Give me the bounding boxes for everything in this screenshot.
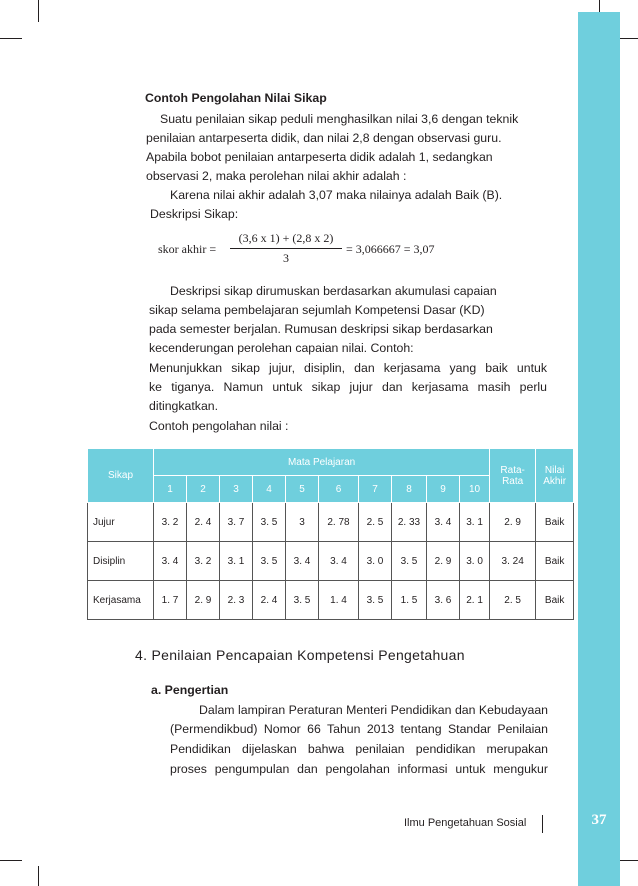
header-subject: 6 [319,476,359,503]
subsection-a-title: a. Pengertian [151,683,229,697]
page-accent-bar [578,12,620,886]
body-line: Deskripsi Sikap: [150,207,239,221]
paragraph-line: Dalam lampiran Peraturan Menteri Pendidikan dan Kebudayaan [199,703,548,717]
table-cell: 3. 5 [359,581,392,620]
desc-line: Contoh pengolahan nilai : [149,419,289,433]
paragraph-line: (Permendikbud) Nomor 66 Tahun 2013 tentang Standar Penilaian [170,722,548,736]
table-row [88,503,574,542]
desc-line: kecenderungan perolehan capaian nilai. Contoh: [149,341,414,355]
table-cell: 2. 33 [392,503,427,542]
table-cell: 1. 5 [392,581,427,620]
table-cell: 2. 5 [359,503,392,542]
table-cell: 3. 5 [253,503,286,542]
table-cell: 3. 7 [220,503,253,542]
row-label: Jujur [88,503,154,542]
footer-subject: Ilmu Pengetahuan Sosial [404,817,527,829]
avg-cell: 2. 5 [490,581,536,620]
desc-line: sikap selama pembelajaran sejumlah Kompetensi Dasar (KD) [149,303,485,317]
score-formula [158,231,488,267]
table-cell: 3. 4 [286,542,319,581]
row-label: Disiplin [88,542,154,581]
table-cell: 3. 2 [154,503,187,542]
paragraph-line: Pendidikan dijelaskan bahwa penilaian pendidikan merupakan [170,742,548,756]
row-label: Kerjasama [88,581,154,620]
final-cell: Baik [536,542,574,581]
desc-line: ke tiganya. Namun untuk sikap jujur dan kerjasama masih perlu [149,380,547,394]
table-cell: 3. 1 [460,503,490,542]
page-number: 37 [591,812,607,828]
header-subject: 5 [286,476,319,503]
header-subject: 10 [460,476,490,503]
body-line: Apabila bobot penilaian antarpeserta didik adalah 1, sedangkan [146,150,493,164]
header-subject: 7 [359,476,392,503]
body-line: Suatu penilaian sikap peduli menghasilkan nilai 3,6 dengan teknik [160,112,519,126]
desc-line: Deskripsi sikap dirumuskan berdasarkan akumulasi capaian [170,284,497,298]
header-nilai-akhir: Nilai Akhir [536,449,574,503]
section-4-title: 4. Penilaian Pencapaian Kompetensi Pengetahuan [135,647,465,663]
table-row [88,581,574,620]
crop-mark [38,866,39,886]
formula-denominator: 3 [283,251,289,265]
formula-lhs: skor akhir = [158,242,217,256]
attitude-score-table [87,448,574,620]
table-cell: 2. 4 [187,503,220,542]
table-cell: 2. 1 [460,581,490,620]
desc-line: pada semester berjalan. Rumusan deskripsi sikap berdasarkan [149,322,493,336]
body-line: penilaian antarpeserta didik, dan nilai 2,8 dengan observasi guru. [146,131,502,145]
table-cell: 3. 1 [220,542,253,581]
section-heading: Contoh Pengolahan Nilai Sikap [145,91,327,105]
desc-line: Menunjukkan sikap jujur, disiplin, dan kerjasama yang baik untuk [149,361,547,375]
table-cell: 3. 6 [427,581,460,620]
table-cell: 2. 4 [253,581,286,620]
body-line: Karena nilai akhir adalah 3,07 maka nilainya adalah Baik (B). [170,188,503,202]
header-subject: 8 [392,476,427,503]
header-sikap: Sikap [88,449,154,503]
final-cell: Baik [536,503,574,542]
body-line: observasi 2, maka perolehan nilai akhir adalah : [146,169,407,183]
table-cell: 1. 4 [319,581,359,620]
desc-line: ditingkatkan. [149,399,219,413]
table-cell: 2. 3 [220,581,253,620]
header-mata-pelajaran: Mata Pelajaran [154,449,490,476]
crop-mark [0,38,22,39]
avg-cell: 3. 24 [490,542,536,581]
header-subject: 4 [253,476,286,503]
table-cell: 3. 5 [253,542,286,581]
formula-numerator: (3,6 x 1) + (2,8 x 2) [238,231,334,245]
table-cell: 3. 4 [427,503,460,542]
header-subject: 2 [187,476,220,503]
table-cell: 2. 9 [187,581,220,620]
crop-mark [0,860,22,861]
table-cell: 3. 5 [392,542,427,581]
table-cell: 3. 0 [460,542,490,581]
footer-divider [542,815,543,833]
table-cell: 3. 5 [286,581,319,620]
paragraph-line: proses pengumpulan dan pengolahan informasi untuk mengukur [170,762,548,776]
table-row [88,542,574,581]
header-subject: 3 [220,476,253,503]
header-subject: 1 [154,476,187,503]
header-subject: 9 [427,476,460,503]
fraction-bar [230,248,342,249]
final-cell: Baik [536,581,574,620]
crop-mark [38,0,39,22]
formula-rhs: = 3,066667 = 3,07 [346,242,435,256]
table-cell: 1. 7 [154,581,187,620]
table-cell: 3. 0 [359,542,392,581]
table-cell: 2. 9 [427,542,460,581]
table-cell: 3. 4 [154,542,187,581]
table-cell: 2. 78 [319,503,359,542]
header-rata-rata: Rata-Rata [490,449,536,503]
avg-cell: 2. 9 [490,503,536,542]
table-cell: 3 [286,503,319,542]
table-cell: 3. 4 [319,542,359,581]
table-cell: 3. 2 [187,542,220,581]
